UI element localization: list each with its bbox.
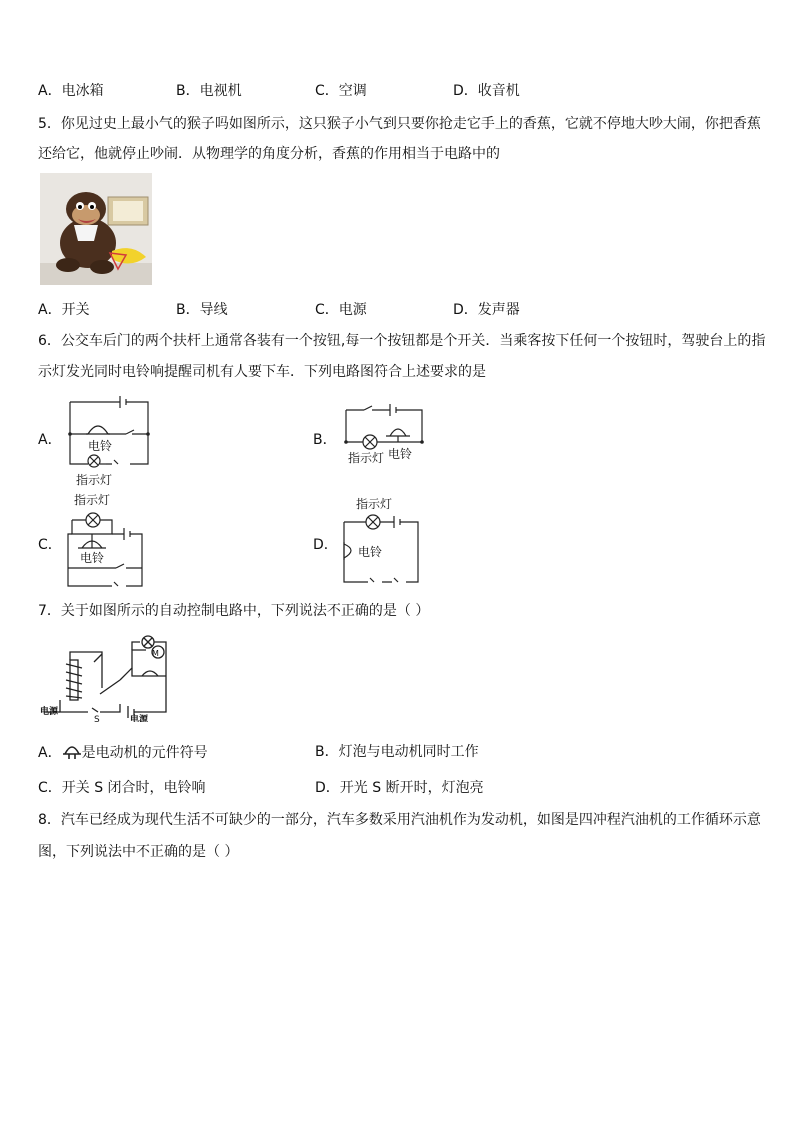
circuit-a-lamp-label: 指示灯 [76, 473, 113, 487]
q6-option-a-letter: A． [38, 432, 62, 448]
q7-stem: 7．关于如图所示的自动控制电路中，下列说法不正确的是（ ） [38, 603, 430, 619]
q7-option-a-prefix: A． [38, 745, 62, 761]
q8-stem-line1: 8．汽车已经成为现代生活不可缺少的一部分，汽车多数采用汽油机作为发动机，如图是四冲程汽油机的工作循环示意 [38, 812, 761, 828]
q5-option-a: A．开关 [38, 302, 90, 318]
q6-option-b-letter: B． [313, 432, 337, 448]
q6-option-d-letter: D． [313, 537, 338, 553]
q5-option-c: C．电源 [315, 302, 367, 318]
circuit-diagram-d [338, 494, 438, 590]
circuit-b-lamp-label: 指示灯 [348, 451, 385, 465]
q7-option-b: B．灯泡与电动机同时工作 [315, 744, 479, 760]
q7-option-d: D．开光 S 断开时，灯泡亮 [315, 780, 484, 796]
monkey-photo [40, 173, 152, 285]
circuit-c-lamp-label: 指示灯 [74, 493, 111, 507]
q6-option-c-letter: C． [38, 537, 62, 553]
circuit-diagram-c [60, 490, 160, 592]
circuit-d-bell-label: 电铃 [358, 545, 383, 559]
circuit-diagram-a [60, 392, 160, 490]
q8-stem-line2: 图，下列说法中不正确的是（ ） [38, 844, 239, 860]
q5-option-b: B．导线 [176, 302, 228, 318]
q4-option-c: C．空调 [315, 83, 367, 99]
switch-s-label: S [94, 715, 100, 722]
circuit-a-bell-label: 电铃 [88, 439, 113, 453]
auto-control-circuit-diagram [40, 632, 172, 722]
q7-option-a-text: 是电动机的元件符号 [81, 745, 208, 761]
q4-option-d: D．收音机 [453, 83, 520, 99]
q5-option-d: D．发声器 [453, 302, 520, 318]
motor-icon: M [152, 649, 159, 658]
circuit-b-bell-label: 电铃 [388, 447, 413, 461]
bell-symbol-icon [62, 742, 82, 760]
q4-option-b: B．电视机 [176, 83, 242, 99]
circuit-c-bell-label: 电铃 [80, 551, 105, 565]
q5-stem-line2: 还给它，他就停止吵闹．从物理学的角度分析，香蕉的作用相当于电路中的 [38, 146, 500, 162]
q7-option-a [38, 742, 208, 763]
q6-stem-line2: 示灯发光同时电铃响提醒司机有人要下车．下列电路图符合上述要求的是 [38, 364, 486, 380]
q6-stem-line1: 6．公交车后门的两个扶杆上通常各装有一个按钮,每一个按钮都是个开关．当乘客按下任何一个按钮时，驾驶台上的指 [38, 333, 766, 349]
circuit-diagram-b [338, 398, 433, 468]
q4-option-a: A．电冰箱 [38, 83, 104, 99]
right-source-label: 电源 [130, 715, 149, 722]
q5-stem-line1: 5．你见过史上最小气的猴子吗如图所示，这只猴子小气到只要你抢走它手上的香蕉，它就不停地大吵大闹，你把香蕉 [38, 116, 761, 132]
q7-option-c: C．开关 S 闭合时，电铃响 [38, 780, 206, 796]
circuit-d-lamp-label: 指示灯 [356, 497, 393, 511]
left-source-label: 电源 [40, 707, 59, 717]
